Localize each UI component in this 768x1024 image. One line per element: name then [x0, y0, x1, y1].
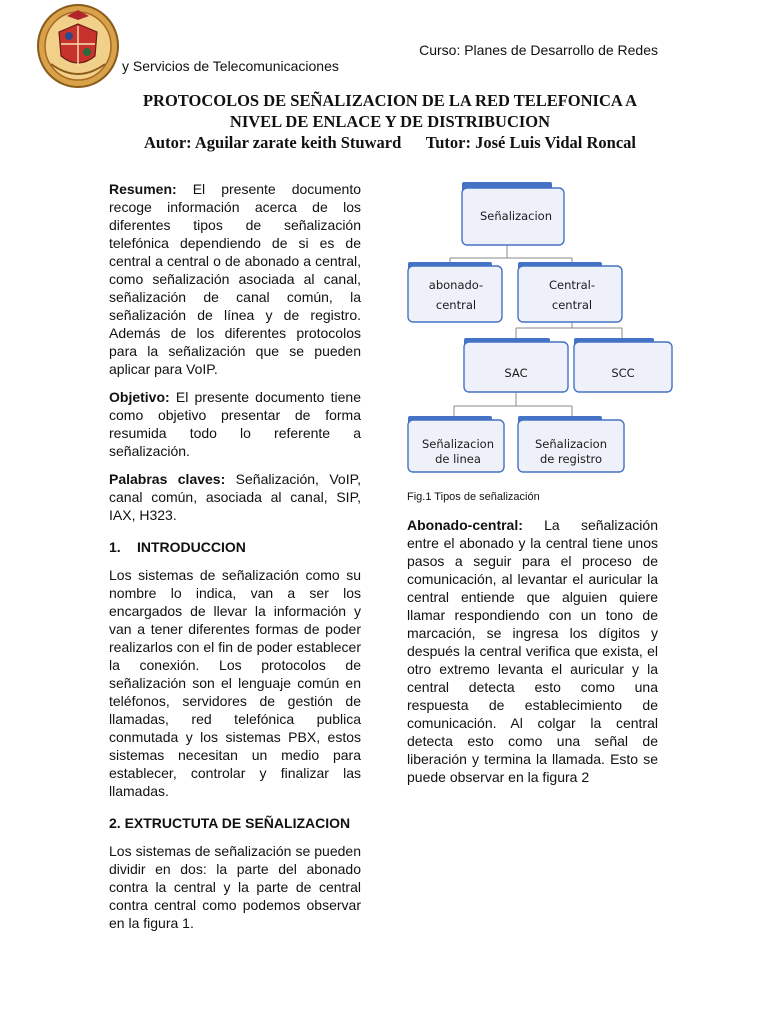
- node-root-label: Señalizacion: [479, 209, 553, 223]
- abonado-central-text: La señalización entre el abonado y la central tiene unos pasos a seguir para el proceso de comunicación, al levantar el auricular la central entiende que alguien quiere llamar respondiendo con un tono de marcación, se ingresa los dígitos y después la central verifica que exista, el otro extremo levanta el auricular y la central detecta esto como una respuesta de establecimiento de comunicación. Al colgar la central detecta esto como una señal de liberación y termina la llamada. Esto se puede observar en la figura 2: [407, 517, 658, 785]
- keywords-label: Palabras claves:: [109, 471, 226, 487]
- section-1-heading: [109, 538, 361, 556]
- paper-title: [60, 90, 720, 153]
- section-2-title: EXTRUCTUTA DE SEÑALIZACION: [124, 815, 351, 831]
- node-root: [462, 182, 564, 245]
- node-registro-line-2: de registro: [539, 452, 603, 466]
- node-linea-line-2: de linea: [435, 452, 481, 466]
- section-1-text: Los sistemas de señalización como su nombre lo indica, van a ser los encargados de llevar la información y van a tener diferentes formas de poder realizarlos con el fin de poder establecer la conexión. Los protocolos de señalización son el lenguaje común en teléfonos, servidores de gestión de llamadas, red telefónica publica conmutada y los sistemas PBX, estos sistemas necesitan un medio para establecer, controlar y finalizar las llamadas.: [109, 567, 361, 799]
- section-2-number: 2.: [109, 815, 121, 831]
- right-column: [407, 516, 658, 786]
- node-senalizacion-registro: [518, 416, 624, 472]
- university-seal-logo: [37, 4, 119, 88]
- node-abonado-central: [408, 262, 502, 322]
- node-senalizacion-linea: [408, 416, 504, 472]
- department-name: y Servicios de Telecomunicaciones: [122, 58, 339, 74]
- course-name: Curso: Planes de Desarrollo de Redes: [419, 42, 658, 58]
- keywords-paragraph: [109, 470, 361, 524]
- figure-1-caption: Fig.1 Tipos de señalización: [407, 491, 540, 503]
- node-abonado-line-2: central: [435, 298, 477, 312]
- abstract-text: El presente documento recoge información acerca de los diferentes tipos de señalización telefónica dependiendo de si es de central a central o de abonado a central, como señalización asociada al canal, señalización de canal común, la señalización de línea y de registro. Además de los diferentes protocolos para la señalización que se pueden aplicar para VoIP.: [109, 181, 361, 377]
- node-sac: [464, 338, 568, 392]
- keywords-text: Señalización, VoIP, canal común, asociada al canal, SIP, IAX, H323.: [109, 471, 362, 523]
- node-sac-label: SAC: [504, 366, 528, 380]
- abonado-central-paragraph: [407, 516, 658, 786]
- signaling-types-diagram: [400, 178, 690, 478]
- left-column: [109, 180, 361, 942]
- section-1-title: INTRODUCCION: [137, 539, 246, 555]
- title-line-2: NIVEL DE ENLACE Y DE DISTRIBUCION: [229, 112, 551, 131]
- objective-label: Objetivo:: [109, 389, 170, 405]
- objective-text: El presente documento tiene como objetivo presentar de forma resumida todo lo referente a señalización.: [109, 389, 361, 459]
- node-registro-line-1: Señalizacion: [534, 437, 608, 451]
- node-central-line-1: Central-: [548, 278, 596, 292]
- authors-line: Autor: Aguilar zarate keith Stuward Tutor: José Luis Vidal Roncal: [144, 133, 636, 152]
- node-scc-label: SCC: [611, 366, 635, 380]
- section-2-heading: [109, 814, 361, 832]
- node-scc: [574, 338, 672, 392]
- node-central-central: [518, 262, 622, 322]
- node-abonado-line-1: abonado-: [428, 278, 484, 292]
- title-line-1: PROTOCOLOS DE SEÑALIZACION DE LA RED TELEFONICA A: [142, 91, 638, 110]
- abstract-paragraph: [109, 180, 361, 378]
- node-central-line-2: central: [551, 298, 593, 312]
- section-1-number: 1.: [109, 539, 121, 555]
- abstract-label: Resumen:: [109, 181, 177, 197]
- node-linea-line-1: Señalizacion: [421, 437, 495, 451]
- section-2-text: Los sistemas de señalización se pueden dividir en dos: la parte del abonado contra la central y la parte de central contra central como podemos observar en la figura 1.: [109, 843, 361, 931]
- objective-paragraph: [109, 388, 361, 460]
- abonado-central-label: Abonado-central:: [407, 517, 523, 533]
